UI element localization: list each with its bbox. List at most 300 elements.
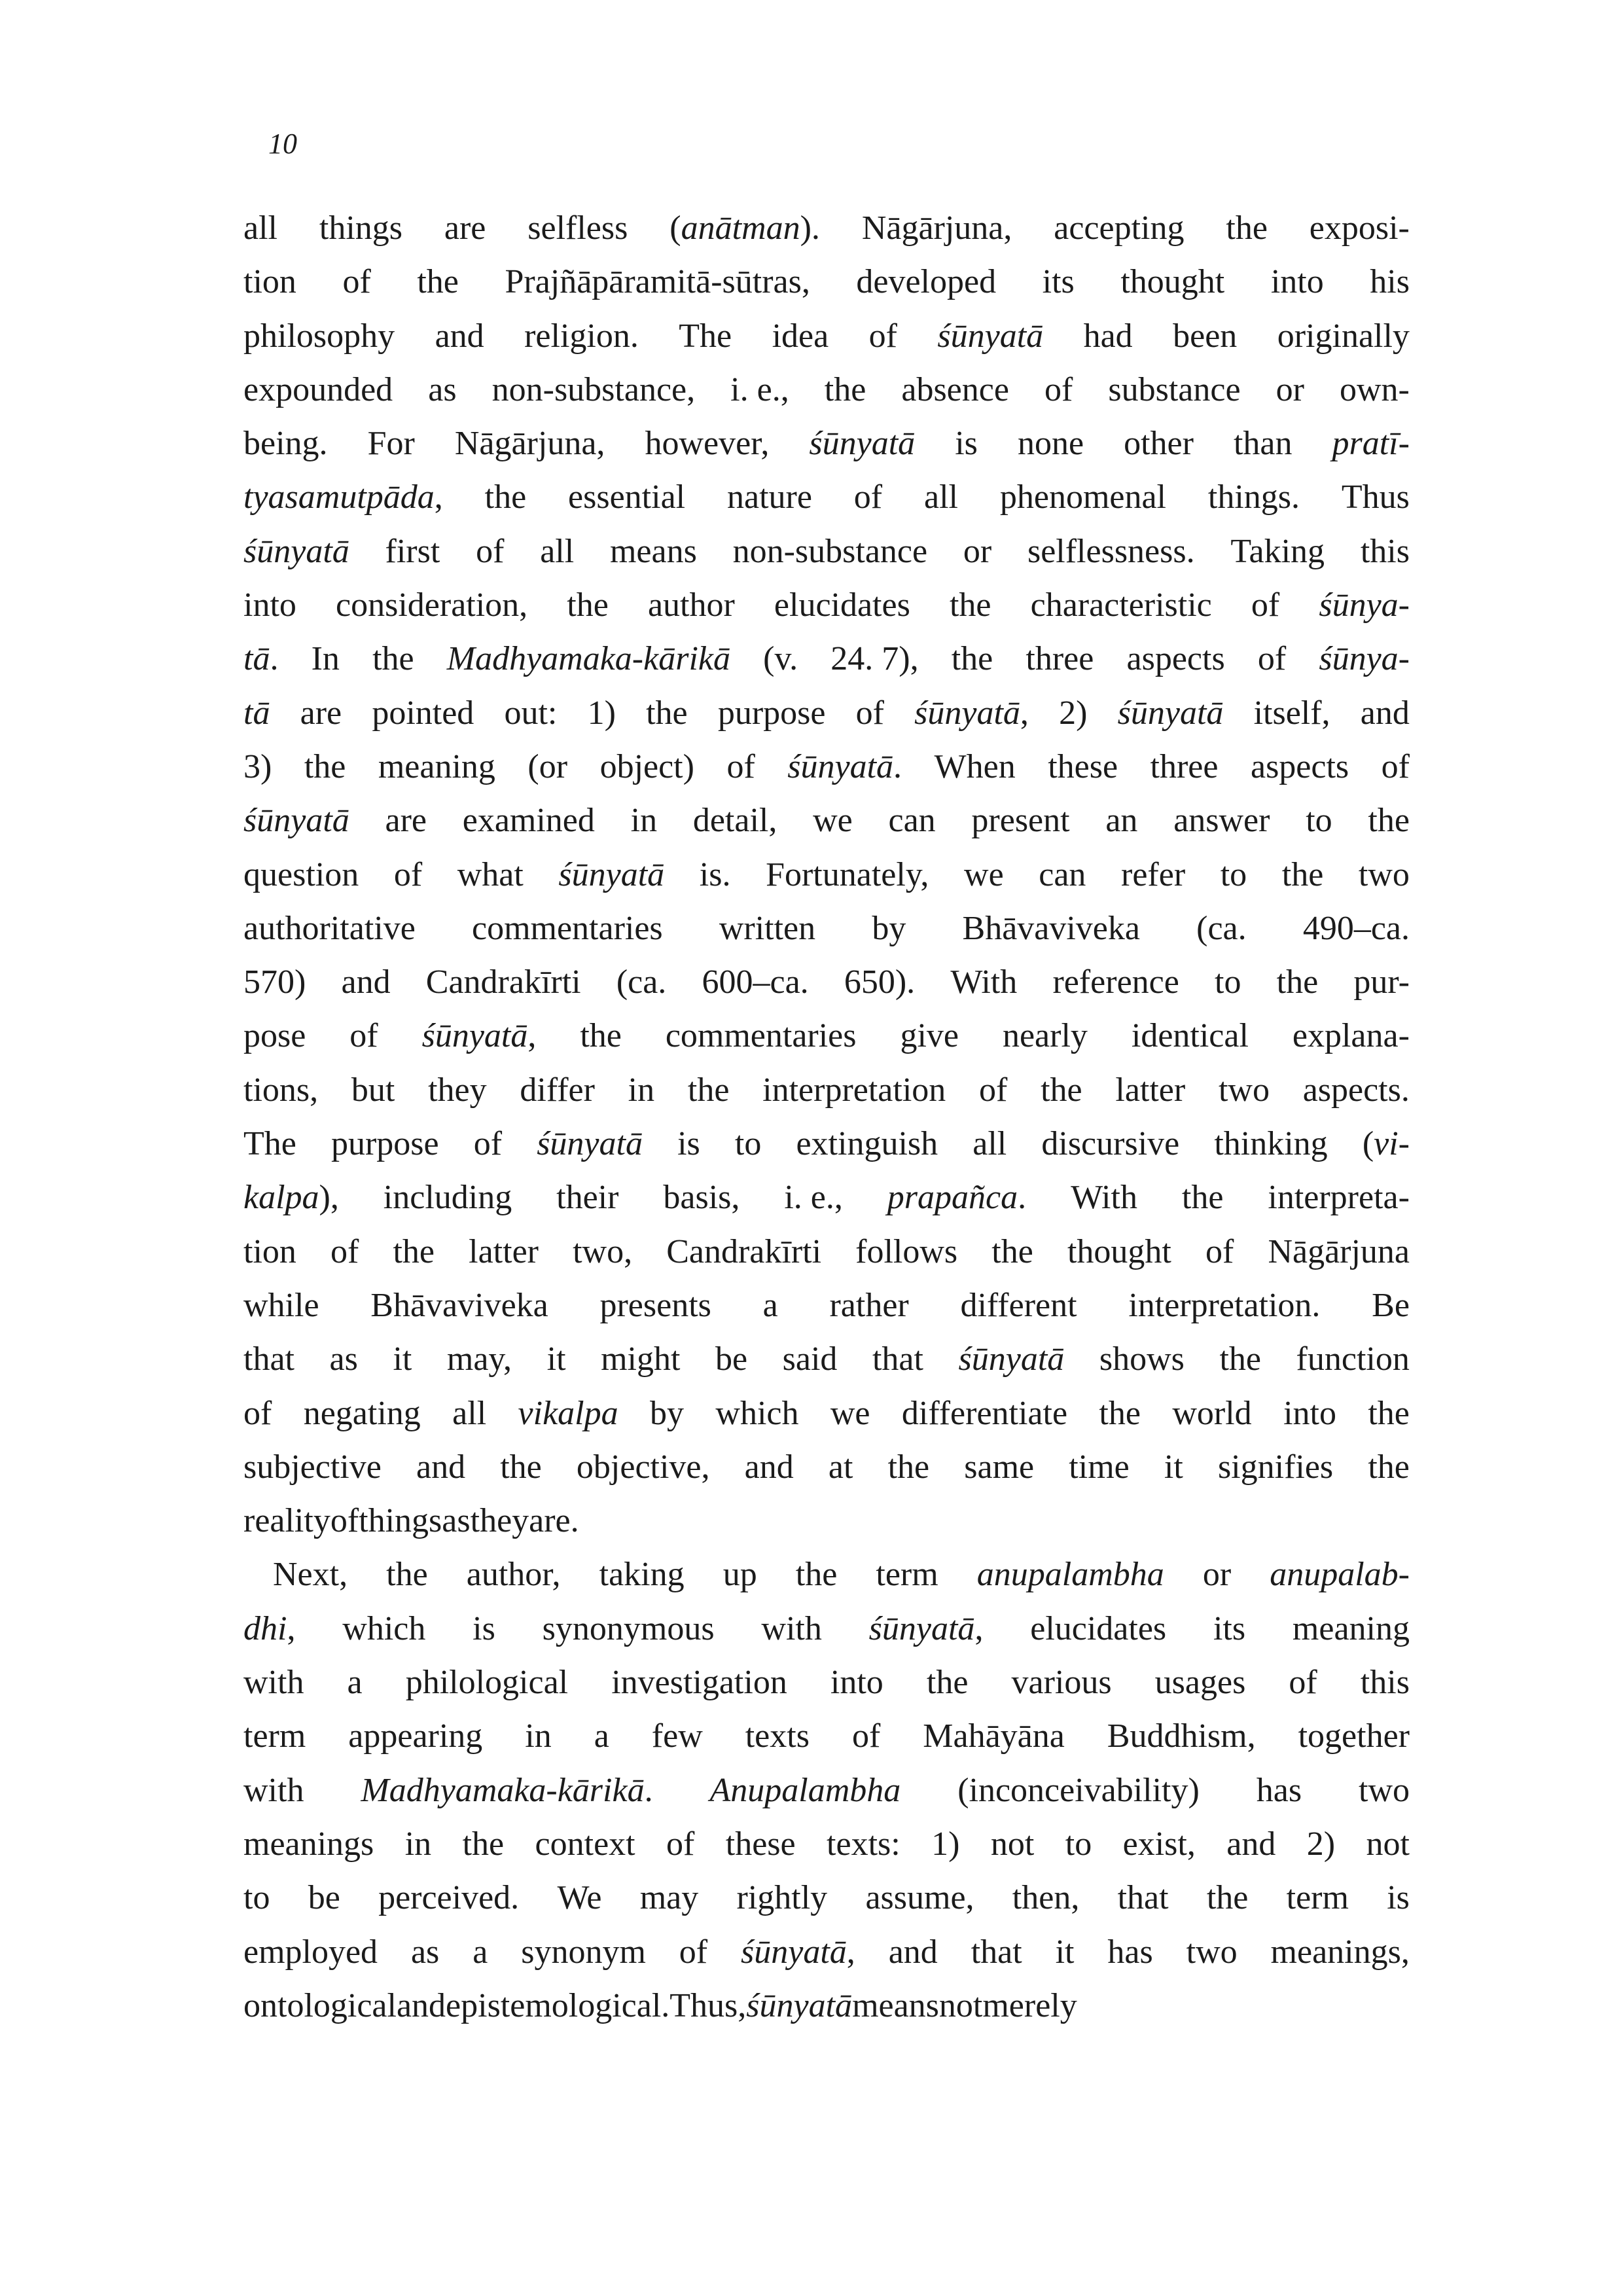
italic-term: śūnyatā — [421, 1017, 528, 1055]
word: object) — [599, 747, 694, 785]
word: we — [830, 1394, 870, 1432]
word: then, — [1012, 1879, 1080, 1917]
italic-term: tyasamutpāda — [243, 478, 435, 516]
word: means — [609, 532, 697, 570]
word: thought — [1120, 263, 1225, 301]
word: none — [1017, 425, 1084, 463]
word: is — [955, 425, 978, 463]
italic-term: anupalab- — [1270, 1556, 1410, 1594]
italic-term: śūnyatā — [746, 1986, 853, 2024]
word: they — [470, 1502, 529, 1540]
italic-term: śūnyatā — [1117, 694, 1224, 732]
word: the — [1099, 1394, 1141, 1432]
word: term — [1286, 1879, 1349, 1917]
word — [669, 202, 820, 255]
italic-term: śūnyatā — [914, 694, 1020, 732]
word: merely — [982, 1986, 1077, 2024]
word: the — [887, 1448, 930, 1486]
word-part: , — [1020, 694, 1029, 732]
word: religion. — [524, 317, 639, 355]
word: 2) — [1306, 1825, 1336, 1863]
word: authoritative — [243, 909, 416, 947]
word: written — [719, 909, 816, 947]
word: epistemological. — [446, 1986, 670, 2024]
word: (v. — [763, 640, 798, 678]
word: the — [991, 1232, 1033, 1270]
word: while — [243, 1286, 319, 1324]
word: and — [396, 1986, 446, 2024]
word: give — [900, 1017, 959, 1055]
word: exist, — [1122, 1825, 1196, 1863]
word — [887, 1171, 1026, 1225]
text-line — [243, 1494, 1410, 1548]
word: i. e., — [784, 1179, 843, 1217]
italic-term: dhi — [243, 1609, 287, 1647]
word-part: . — [893, 747, 902, 785]
word: and — [435, 317, 484, 355]
text-line — [243, 794, 1410, 848]
word: In — [311, 640, 340, 678]
word: of — [851, 1717, 881, 1755]
word: is — [677, 1125, 700, 1163]
word: the — [646, 694, 688, 732]
text-line — [243, 255, 1410, 309]
word: the — [417, 263, 459, 301]
word: itself, — [1253, 694, 1330, 732]
italic-term: śūnyatā — [558, 855, 665, 893]
word: (ca. — [1196, 909, 1247, 947]
word: or — [1202, 1556, 1232, 1594]
word: the — [500, 1448, 542, 1486]
word: different — [960, 1286, 1077, 1324]
word: out: — [504, 694, 558, 732]
word-part: , — [527, 1017, 537, 1055]
italic-term: śūnyatā — [937, 317, 1044, 355]
word: his — [1370, 263, 1410, 301]
word — [243, 1602, 295, 1656]
word: of — [349, 1017, 378, 1055]
italic-term: anupalambha — [976, 1556, 1164, 1594]
word: that — [243, 1340, 294, 1378]
word: non-substance, — [491, 370, 696, 408]
word: Candrakīrti — [425, 963, 581, 1001]
word: assume, — [865, 1879, 974, 1917]
word: expounded — [243, 370, 393, 408]
word: objective, — [576, 1448, 710, 1486]
word: might — [601, 1340, 681, 1378]
word: elucidates — [1030, 1609, 1167, 1647]
word: essential — [568, 478, 686, 516]
word: in — [404, 1825, 432, 1863]
word: term — [876, 1556, 938, 1594]
word: into — [1283, 1394, 1336, 1432]
text-line — [243, 202, 1410, 255]
italic-term: vi- — [1374, 1125, 1410, 1163]
word: Taking — [1230, 532, 1325, 570]
word: For — [367, 425, 415, 463]
word: their — [556, 1179, 619, 1217]
word: of — [1251, 586, 1280, 624]
word: it — [1164, 1448, 1183, 1486]
word: the — [1281, 855, 1324, 893]
word: three — [1150, 747, 1219, 785]
word: the — [304, 747, 346, 785]
word: into — [1270, 263, 1324, 301]
word: what — [457, 855, 524, 893]
word: signifies — [1217, 1448, 1334, 1486]
text-line — [243, 363, 1410, 417]
word: function — [1296, 1340, 1410, 1378]
text-line — [243, 1818, 1410, 1871]
page-number: 10 — [268, 128, 297, 160]
word: the — [1368, 1448, 1410, 1486]
word: things — [359, 1502, 442, 1540]
word: present — [971, 802, 1070, 840]
word: and — [416, 1448, 466, 1486]
word: of — [853, 478, 883, 516]
text-line — [243, 1871, 1410, 1925]
word: into — [243, 586, 296, 624]
word: are — [444, 209, 486, 247]
word — [1363, 1117, 1410, 1171]
word: (inconceivability) — [957, 1771, 1200, 1809]
word: When — [934, 747, 1016, 785]
word: i. e., — [730, 370, 789, 408]
word: two — [1186, 1933, 1238, 1971]
italic-term: śūnyatā — [741, 1933, 847, 1971]
word: is — [1387, 1879, 1410, 1917]
word: The — [679, 317, 732, 355]
text-line — [243, 1009, 1410, 1063]
word: the — [824, 370, 866, 408]
word: to — [734, 1125, 762, 1163]
word: two — [1358, 855, 1410, 893]
word: nature — [726, 478, 812, 516]
word: of — [855, 694, 884, 732]
word: as — [442, 1502, 471, 1540]
word: of — [393, 855, 423, 893]
word: it — [546, 1340, 566, 1378]
word: of — [1289, 1664, 1317, 1702]
word: all — [924, 478, 958, 516]
word: thinking — [1214, 1125, 1328, 1163]
word: taking — [599, 1556, 685, 1594]
word: its — [1213, 1609, 1246, 1647]
word: 1) — [587, 694, 616, 732]
word: context — [535, 1825, 635, 1863]
word: three — [1026, 640, 1094, 678]
word: of — [342, 263, 371, 301]
word: aspects — [1126, 640, 1225, 678]
word: detail, — [692, 802, 777, 840]
word: phenomenal — [999, 478, 1166, 516]
italic-term: tā — [243, 694, 270, 732]
italic-term: kalpa — [243, 1179, 319, 1217]
text-line — [243, 579, 1410, 632]
word: discursive — [1041, 1125, 1180, 1163]
word: and — [1226, 1825, 1276, 1863]
word: non-substance — [732, 532, 928, 570]
word: are — [385, 802, 427, 840]
italic-term: śūnyatā — [958, 1340, 1065, 1378]
word: negating — [303, 1394, 421, 1432]
word: all — [243, 209, 277, 247]
word: selfless — [527, 209, 628, 247]
word: and — [888, 1933, 938, 1971]
word: we — [964, 855, 1004, 893]
word: we — [813, 802, 853, 840]
word: differ — [520, 1071, 595, 1109]
word: the — [484, 478, 527, 516]
word: of — [1044, 370, 1073, 408]
text-line — [243, 1926, 1410, 1979]
word-part: ( — [669, 209, 681, 247]
word: the — [1368, 802, 1410, 840]
word: Thus — [1341, 478, 1410, 516]
word: by — [650, 1394, 684, 1432]
text-line — [243, 1548, 1410, 1602]
text-line — [243, 1064, 1410, 1117]
word: had — [1083, 317, 1133, 355]
italic-term: tā — [243, 640, 270, 678]
word: question — [243, 855, 359, 893]
word: We — [557, 1879, 602, 1917]
word: (or — [527, 747, 568, 785]
word-part: ), — [319, 1179, 339, 1217]
word: however, — [645, 425, 770, 463]
word: of — [243, 1394, 272, 1432]
word: which — [342, 1609, 426, 1647]
word: reality — [243, 1502, 330, 1540]
word: to — [243, 1879, 270, 1917]
word: of — [726, 747, 755, 785]
word: aspects. — [1302, 1071, 1410, 1109]
word: that — [1117, 1879, 1169, 1917]
word — [741, 1926, 855, 1979]
word: appearing — [348, 1717, 483, 1755]
word: elucidates — [774, 586, 910, 624]
word: means — [852, 1986, 939, 2024]
word: absence — [901, 370, 1009, 408]
word: or — [1275, 370, 1304, 408]
word: may, — [446, 1340, 512, 1378]
word: than — [1233, 425, 1293, 463]
word: pur- — [1353, 963, 1410, 1001]
text-line — [243, 1656, 1410, 1710]
word: including — [383, 1179, 512, 1217]
word: to — [1215, 963, 1241, 1001]
word: latter — [1115, 1071, 1186, 1109]
word: the — [1226, 209, 1268, 247]
text-line — [243, 1333, 1410, 1386]
word: the — [393, 1232, 435, 1270]
word: up — [722, 1556, 757, 1594]
word-part: , — [974, 1609, 984, 1647]
italic-term: śūnyatā — [809, 425, 916, 463]
word: of — [1205, 1232, 1234, 1270]
word: thought — [1067, 1232, 1171, 1270]
word: author, — [466, 1556, 561, 1594]
word: the — [1276, 963, 1319, 1001]
italic-term: anātman — [681, 209, 800, 247]
italic-term: śūnya- — [1319, 640, 1410, 678]
text-line — [243, 417, 1410, 471]
body-text — [243, 202, 1410, 2033]
word: rather — [829, 1286, 909, 1324]
word: all — [452, 1394, 487, 1432]
word: idea — [772, 317, 829, 355]
word: the — [951, 640, 993, 678]
word: substance — [1108, 370, 1241, 408]
italic-term: śūnyatā — [243, 532, 349, 570]
word: its — [1042, 263, 1075, 301]
word: has — [1107, 1933, 1153, 1971]
word: term — [243, 1717, 306, 1755]
word: said — [782, 1340, 838, 1378]
word: Thus, — [669, 1986, 747, 2024]
word: the — [567, 586, 609, 624]
word: the — [949, 586, 991, 624]
word: two, — [573, 1232, 633, 1270]
word: the — [795, 1556, 838, 1594]
text-line — [243, 310, 1410, 363]
word: examined — [462, 802, 595, 840]
word: an — [1105, 802, 1138, 840]
word: may — [639, 1879, 699, 1917]
word: The — [243, 1125, 296, 1163]
text-line — [243, 902, 1410, 956]
word: the — [1206, 1879, 1249, 1917]
word: first — [385, 532, 440, 570]
word: various — [1011, 1664, 1112, 1702]
word: not — [990, 1825, 1035, 1863]
word: a — [347, 1664, 363, 1702]
word: that — [971, 1933, 1022, 1971]
word: has — [1256, 1771, 1302, 1809]
word-part: , — [846, 1933, 855, 1971]
word — [869, 1602, 984, 1656]
word: these — [1048, 747, 1118, 785]
word: explana- — [1292, 1017, 1410, 1055]
word: of — [1381, 747, 1410, 785]
word: and — [744, 1448, 794, 1486]
word: rightly — [736, 1879, 828, 1917]
word: few — [651, 1717, 703, 1755]
word: can — [888, 802, 936, 840]
text-line — [243, 471, 1410, 524]
text-line — [243, 1602, 1410, 1656]
word: two — [1359, 1771, 1410, 1809]
text-line — [243, 740, 1410, 794]
word: in — [628, 1071, 655, 1109]
word: into — [830, 1664, 883, 1702]
word: philological — [405, 1664, 569, 1702]
word: they — [428, 1071, 487, 1109]
word: this — [1360, 532, 1410, 570]
word: 1) — [931, 1825, 960, 1863]
word: the — [580, 1017, 622, 1055]
word: in — [630, 802, 658, 840]
word: Bhāvaviveka — [962, 909, 1140, 947]
word: exposi- — [1309, 209, 1410, 247]
word: of — [868, 317, 897, 355]
word: the — [1181, 1179, 1224, 1217]
word: philosophy — [243, 317, 395, 355]
word: same — [964, 1448, 1035, 1486]
word-part: . — [270, 640, 279, 678]
word — [914, 687, 1029, 740]
word: tion — [243, 1232, 296, 1270]
text-line — [243, 848, 1410, 902]
text-line — [243, 1979, 1410, 2033]
word: accepting — [1054, 209, 1185, 247]
word: the — [1368, 1394, 1410, 1432]
word-part: . — [1018, 1179, 1027, 1217]
italic-term: Anupalambha — [709, 1771, 901, 1809]
word: selflessness. — [1027, 532, 1195, 570]
word: all — [540, 532, 575, 570]
word: it — [1055, 1933, 1075, 1971]
word: things — [319, 209, 403, 247]
text-line — [243, 1710, 1410, 1763]
word: are. — [529, 1502, 579, 1540]
italic-term: śūnya- — [1319, 586, 1410, 624]
word: and — [341, 963, 391, 1001]
word: interpretation. — [1128, 1286, 1321, 1324]
word: originally — [1277, 317, 1410, 355]
word: meanings — [243, 1825, 374, 1863]
word: own- — [1340, 370, 1410, 408]
word: Fortunately, — [766, 855, 929, 893]
word: tion — [243, 263, 296, 301]
word: 650). — [844, 963, 916, 1001]
word-part: ). — [800, 209, 820, 247]
word: presents — [599, 1286, 711, 1324]
word: texts — [745, 1717, 810, 1755]
word: not — [938, 1986, 983, 2024]
word: this — [1360, 1664, 1410, 1702]
italic-term: śūnyatā — [243, 802, 349, 840]
word: it — [393, 1340, 412, 1378]
word: to — [1065, 1825, 1092, 1863]
word: Nāgārjuna, — [861, 209, 1012, 247]
word: purpose — [717, 694, 826, 732]
word-part: , — [287, 1609, 296, 1647]
word — [243, 471, 443, 524]
word: Nāgārjuna, — [454, 425, 605, 463]
word: latter — [469, 1232, 539, 1270]
word: at — [828, 1448, 853, 1486]
word: shows — [1099, 1340, 1185, 1378]
italic-term: śūnyatā — [787, 747, 894, 785]
word: of — [679, 1933, 708, 1971]
word: or — [963, 532, 992, 570]
word: a — [473, 1933, 488, 1971]
word: these — [725, 1825, 796, 1863]
text-line — [243, 1225, 1410, 1279]
word: commentaries — [471, 909, 663, 947]
word: With — [950, 963, 1018, 1001]
word: basis, — [663, 1179, 740, 1217]
word: 2) — [1059, 694, 1088, 732]
word: Mahāyāna — [923, 1717, 1065, 1755]
word: purpose — [330, 1125, 439, 1163]
word: all — [972, 1125, 1007, 1163]
word: employed — [243, 1933, 378, 1971]
word — [243, 1171, 339, 1225]
word: can — [1039, 855, 1086, 893]
word — [422, 1009, 537, 1063]
